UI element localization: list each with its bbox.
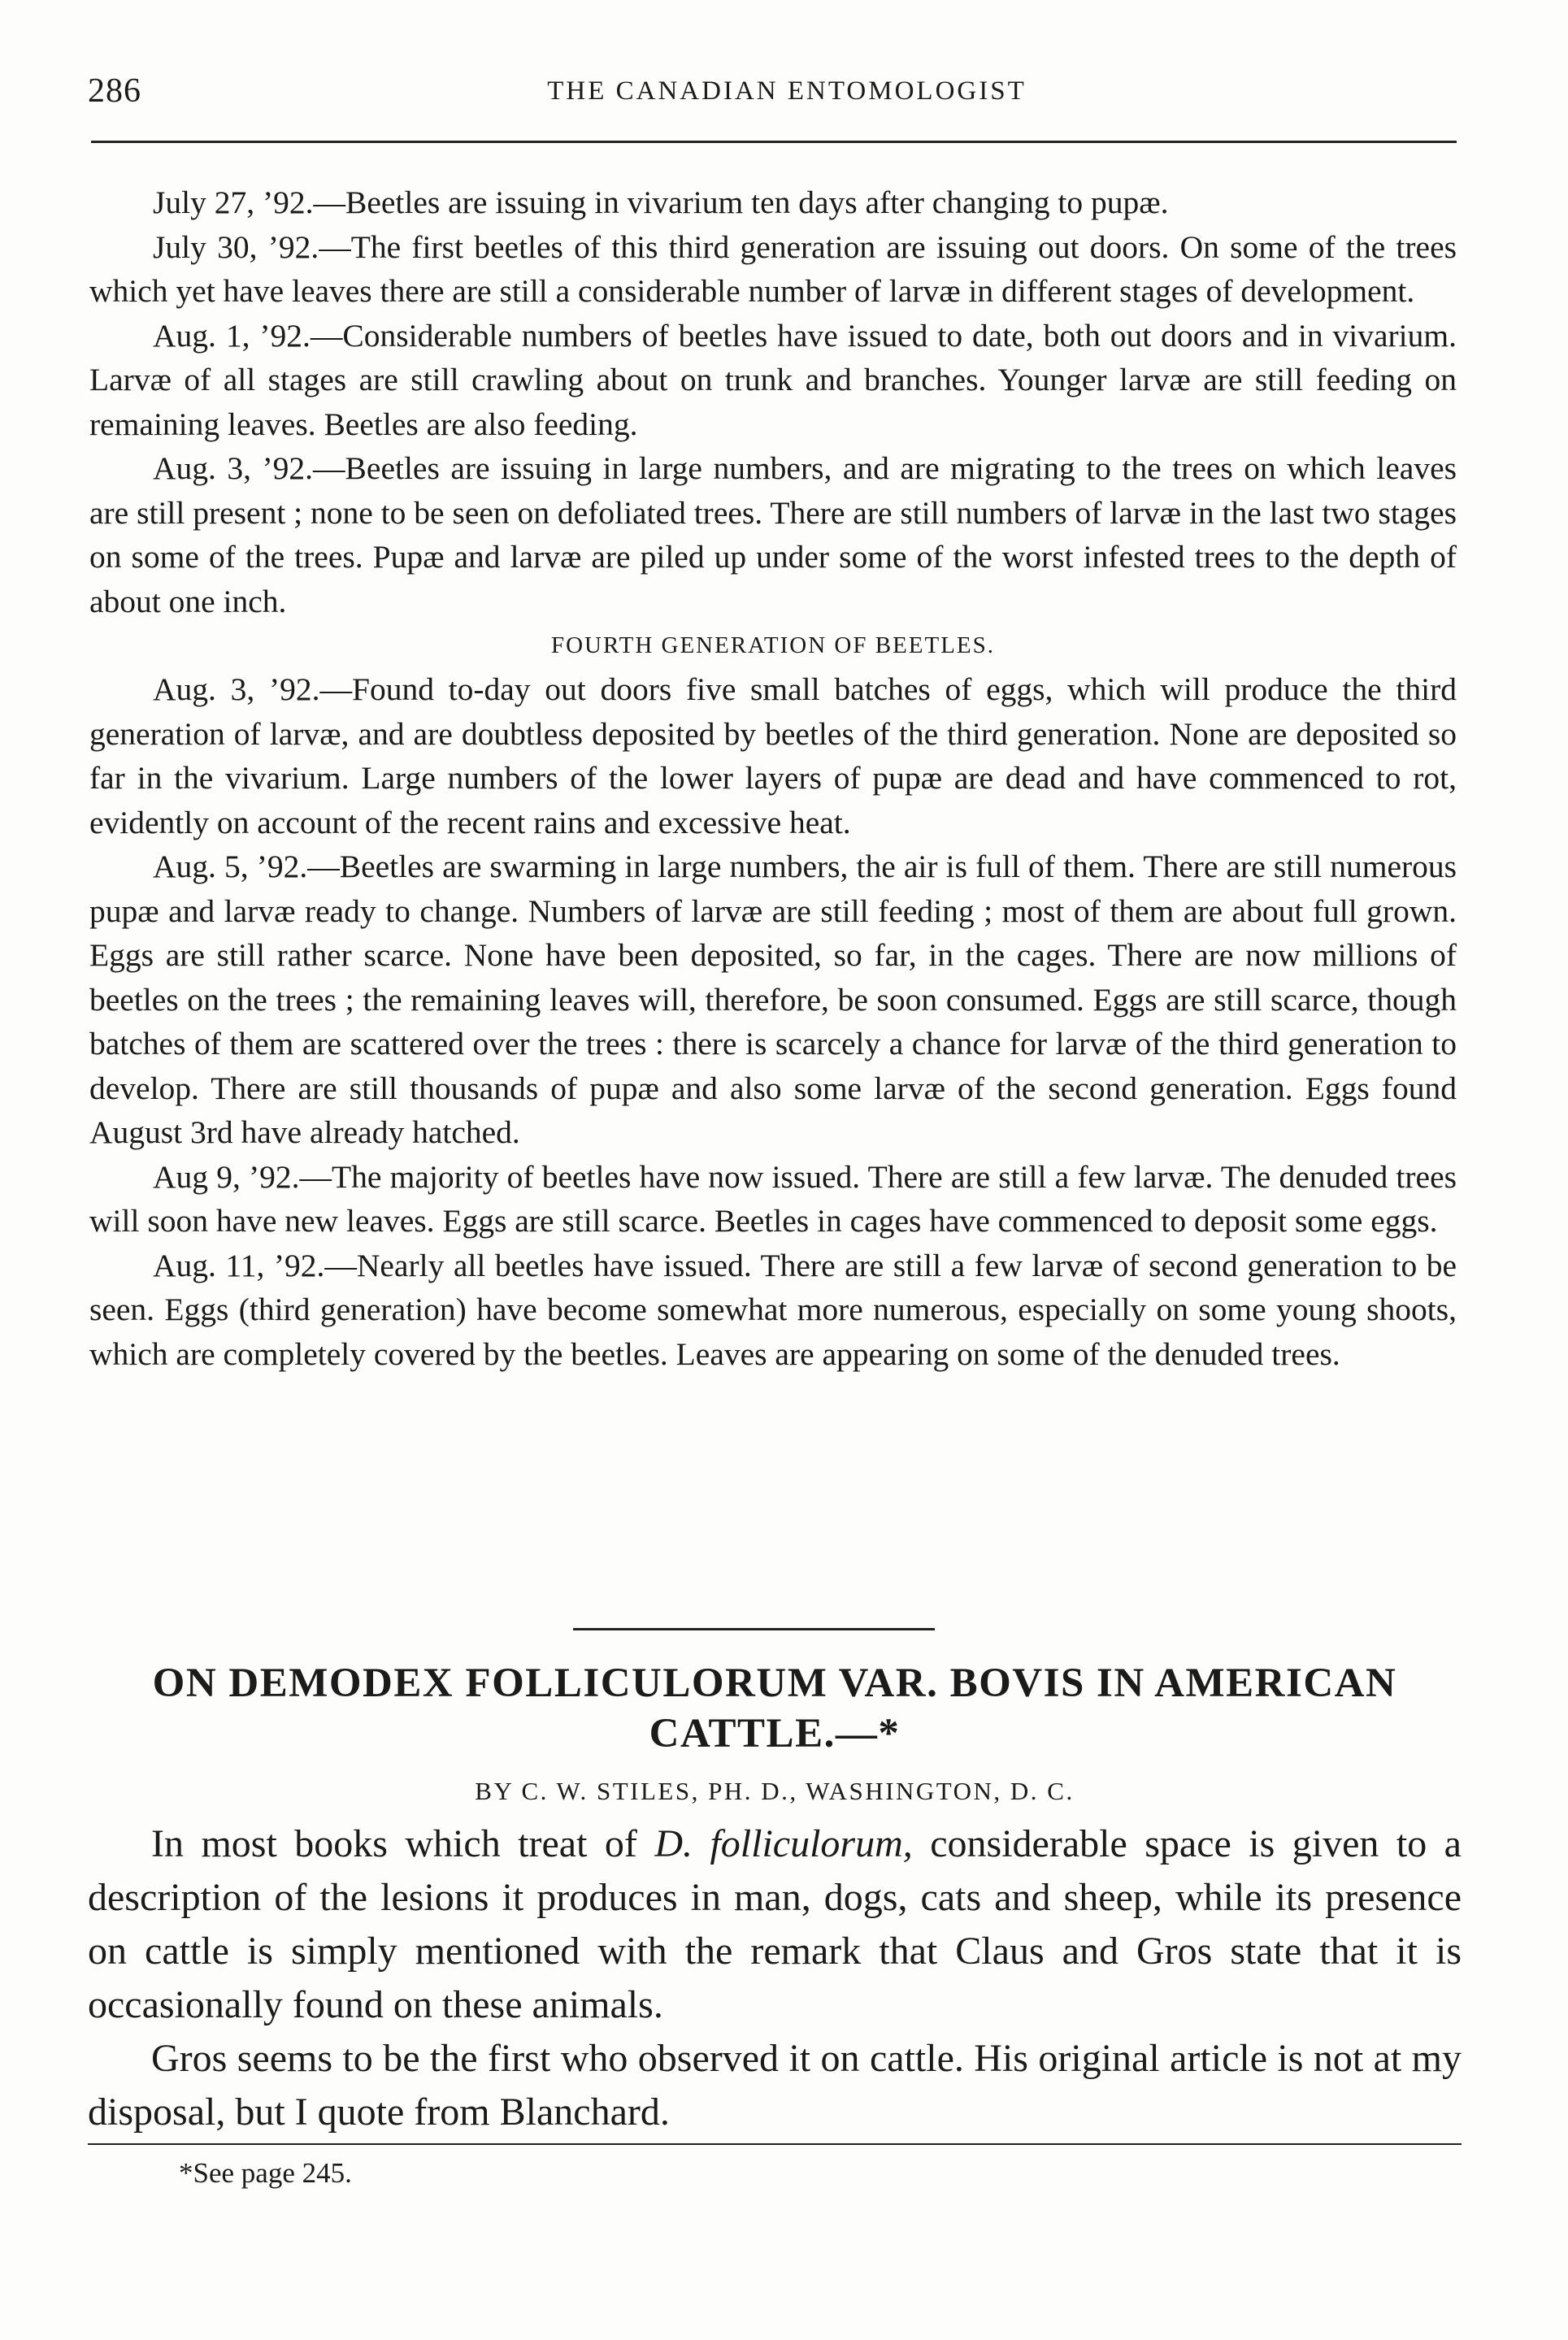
footnote: *See page 245.	[179, 2157, 352, 2189]
entry-paragraph: Aug. 5, ’92.—Beetles are swarming in large numbers, the air is full of them. There are still numerous pupæ and larvæ ready to change. Numbers of larvæ are still feeding ; most of them are about full grown. Eggs are still rather scarce. None have been deposited, so far, in the cages. There are now millions of beetles on the trees ; the remaining leaves will, therefore, be soon consumed. Eggs are still scarce, though batches of them are scattered over the trees : there is scarcely a chance for larvæ of the third generation to develop. There are still thousands of pupæ and also some larvæ of the second generation. Eggs found August 3rd have already hatched.	[89, 849, 1457, 1150]
species-name: D. folliculorum,	[654, 1822, 913, 1865]
article-title: ON DEMODEX FOLLICULORUM VAR. BOVIS IN AMERICAN CATTLE.—*	[152, 1661, 1397, 1756]
entry-paragraph: Aug 9, ’92.—The majority of beetles have now issued. There are still a few larvæ. The denuded trees will soon have new leaves. Eggs are still scarce. Beetles in cages have commenced to deposit some eggs.	[89, 1158, 1457, 1239]
article-body	[88, 1817, 1462, 2139]
running-title: THE CANADIAN ENTOMOLOGIST	[547, 76, 1027, 106]
header-rule	[91, 141, 1457, 143]
entry-paragraph: July 27, ’92.—Beetles are issuing in vivarium ten days after changing to pupæ.	[153, 185, 1169, 220]
entry-paragraph: Aug. 3, ’92.—Found to-day out doors five small batches of eggs, which will produce the third generation of larvæ, and are doubtless deposited by beetles of the third generation. None are deposited so far in the vivarium. Large numbers of the lower layers of pupæ are dead and have commenced to rot, evidently on account of the recent rains and excessive heat.	[89, 671, 1457, 840]
paragraph-text: considerable space is given to a description of the lesions it produces in man, dogs, cats and sheep, while its presence on cattle is simply mentioned with the remark that Claus and Gros state that it is occasionally found on these animals.	[88, 1822, 1462, 2026]
paragraph-text: In most books which treat of	[151, 1822, 655, 1865]
article-paragraph: Gros seems to be the first who observed it on cattle. His original article is not at my disposal, but I quote from Blanchard.	[88, 2037, 1462, 2134]
article	[88, 1658, 1462, 2139]
entry-paragraph: Aug. 3, ’92.—Beetles are issuing in large numbers, and are migrating to the trees on which leaves are still present ; none to be seen on defoliated trees. There are still numbers of larvæ in the last two stages on some of the trees. Pupæ and larvæ are piled up under some of the worst infested trees to the depth of about one inch.	[89, 450, 1457, 619]
section-divider	[573, 1628, 935, 1630]
footnote-rule	[88, 2143, 1462, 2145]
page-number: 286	[88, 72, 141, 110]
entry-paragraph: Aug. 11, ’92.—Nearly all beetles have issued. There are still a few larvæ of second generation to be seen. Eggs (third generation) have become somewhat more numerous, especially on some young shoots, which are completely covered by the beetles. Leaves are appearing on some of the denuded trees.	[89, 1247, 1457, 1372]
entry-paragraph: July 30, ’92.—The first beetles of this third generation are issuing out doors. On some of the trees which yet have leaves there are still a considerable number of larvæ in different stages of development.	[89, 228, 1457, 309]
entry-paragraph: Aug. 1, ’92.—Considerable numbers of beetles have issued to date, both out doors and in vivarium. Larvæ of all stages are still crawling about on trunk and branches. Younger larvæ are still feeding on remaining leaves. Beetles are also feeding.	[89, 317, 1457, 442]
article-paragraph	[88, 1817, 1462, 2032]
page-header	[88, 72, 1486, 112]
section-heading: FOURTH GENERATION OF BEETLES.	[550, 632, 996, 658]
article-byline: BY C. W. STILES, PH. D., WASHINGTON, D. C.	[475, 1777, 1075, 1805]
diary-entries	[89, 180, 1457, 1376]
